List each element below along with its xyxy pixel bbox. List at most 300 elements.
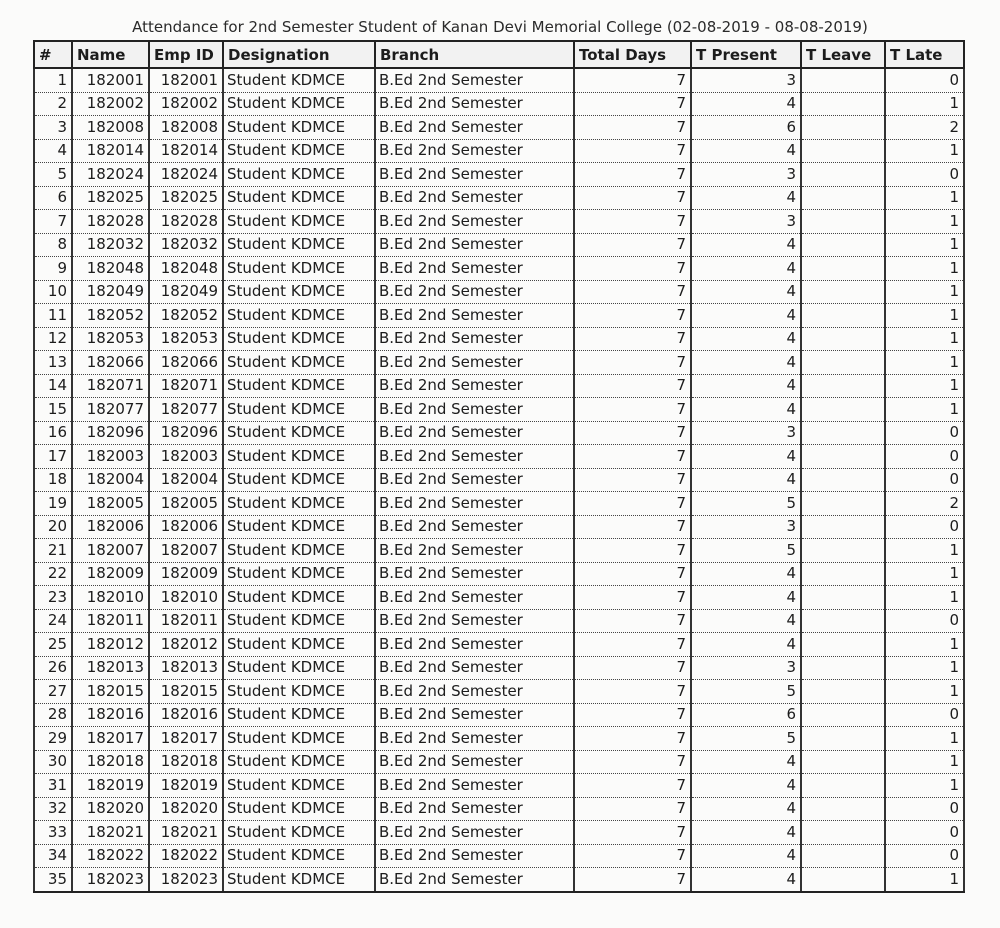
cell-branch: B.Ed 2nd Semester <box>375 797 574 821</box>
cell-designation: Student KDMCE <box>223 609 375 633</box>
cell-emp-id: 182023 <box>149 868 223 892</box>
table-row <box>34 68 964 92</box>
cell-total-days: 7 <box>574 609 691 633</box>
table-row <box>34 468 964 492</box>
cell-t-present: 4 <box>691 327 801 351</box>
cell-t-present: 4 <box>691 186 801 210</box>
cell-t-leave <box>801 821 885 845</box>
cell-emp-id: 182052 <box>149 304 223 328</box>
cell-t-present: 5 <box>691 680 801 704</box>
cell-branch: B.Ed 2nd Semester <box>375 609 574 633</box>
cell-name: 182023 <box>72 868 149 892</box>
cell-index: 5 <box>34 163 72 187</box>
cell-designation: Student KDMCE <box>223 750 375 774</box>
cell-designation: Student KDMCE <box>223 210 375 234</box>
cell-branch: B.Ed 2nd Semester <box>375 562 574 586</box>
table-row <box>34 656 964 680</box>
cell-index: 27 <box>34 680 72 704</box>
cell-emp-id: 182071 <box>149 374 223 398</box>
cell-name: 182025 <box>72 186 149 210</box>
cell-t-leave <box>801 727 885 751</box>
cell-t-present: 4 <box>691 797 801 821</box>
cell-emp-id: 182020 <box>149 797 223 821</box>
table-row <box>34 421 964 445</box>
cell-name: 182024 <box>72 163 149 187</box>
cell-total-days: 7 <box>574 492 691 516</box>
cell-index: 12 <box>34 327 72 351</box>
cell-index: 3 <box>34 116 72 140</box>
cell-t-late: 1 <box>885 539 964 563</box>
cell-total-days: 7 <box>574 257 691 281</box>
cell-branch: B.Ed 2nd Semester <box>375 68 574 92</box>
header-name: Name <box>72 41 149 68</box>
cell-emp-id: 182032 <box>149 233 223 257</box>
cell-t-late: 1 <box>885 727 964 751</box>
cell-designation: Student KDMCE <box>223 868 375 892</box>
cell-emp-id: 182048 <box>149 257 223 281</box>
cell-designation: Student KDMCE <box>223 445 375 469</box>
cell-index: 32 <box>34 797 72 821</box>
cell-branch: B.Ed 2nd Semester <box>375 515 574 539</box>
table-row <box>34 163 964 187</box>
cell-index: 10 <box>34 280 72 304</box>
cell-name: 182004 <box>72 468 149 492</box>
table-row <box>34 680 964 704</box>
cell-t-leave <box>801 609 885 633</box>
cell-branch: B.Ed 2nd Semester <box>375 445 574 469</box>
cell-emp-id: 182049 <box>149 280 223 304</box>
cell-index: 28 <box>34 703 72 727</box>
cell-emp-id: 182008 <box>149 116 223 140</box>
cell-t-present: 4 <box>691 586 801 610</box>
cell-designation: Student KDMCE <box>223 656 375 680</box>
cell-index: 25 <box>34 633 72 657</box>
cell-t-leave <box>801 774 885 798</box>
cell-designation: Student KDMCE <box>223 92 375 116</box>
cell-t-present: 6 <box>691 703 801 727</box>
cell-t-present: 4 <box>691 92 801 116</box>
cell-designation: Student KDMCE <box>223 821 375 845</box>
cell-branch: B.Ed 2nd Semester <box>375 703 574 727</box>
table-row <box>34 233 964 257</box>
cell-branch: B.Ed 2nd Semester <box>375 750 574 774</box>
cell-index: 26 <box>34 656 72 680</box>
cell-name: 182066 <box>72 351 149 375</box>
cell-index: 30 <box>34 750 72 774</box>
cell-total-days: 7 <box>574 116 691 140</box>
cell-t-present: 3 <box>691 515 801 539</box>
cell-emp-id: 182021 <box>149 821 223 845</box>
cell-total-days: 7 <box>574 797 691 821</box>
cell-total-days: 7 <box>574 280 691 304</box>
cell-designation: Student KDMCE <box>223 233 375 257</box>
cell-t-late: 1 <box>885 868 964 892</box>
cell-branch: B.Ed 2nd Semester <box>375 351 574 375</box>
cell-t-present: 4 <box>691 374 801 398</box>
cell-t-leave <box>801 163 885 187</box>
cell-total-days: 7 <box>574 750 691 774</box>
cell-name: 182005 <box>72 492 149 516</box>
cell-name: 182096 <box>72 421 149 445</box>
cell-total-days: 7 <box>574 304 691 328</box>
header-total-days: Total Days <box>574 41 691 68</box>
cell-name: 182077 <box>72 398 149 422</box>
cell-t-late: 0 <box>885 68 964 92</box>
cell-index: 16 <box>34 421 72 445</box>
cell-t-leave <box>801 68 885 92</box>
cell-name: 182001 <box>72 68 149 92</box>
table-row <box>34 210 964 234</box>
cell-t-present: 3 <box>691 210 801 234</box>
cell-t-present: 4 <box>691 821 801 845</box>
cell-t-leave <box>801 797 885 821</box>
cell-total-days: 7 <box>574 351 691 375</box>
cell-emp-id: 182001 <box>149 68 223 92</box>
cell-total-days: 7 <box>574 210 691 234</box>
cell-index: 11 <box>34 304 72 328</box>
cell-t-present: 4 <box>691 609 801 633</box>
cell-designation: Student KDMCE <box>223 633 375 657</box>
cell-designation: Student KDMCE <box>223 586 375 610</box>
cell-index: 2 <box>34 92 72 116</box>
table-row <box>34 750 964 774</box>
table-row <box>34 774 964 798</box>
cell-t-present: 4 <box>691 351 801 375</box>
cell-index: 9 <box>34 257 72 281</box>
cell-t-leave <box>801 633 885 657</box>
cell-branch: B.Ed 2nd Semester <box>375 868 574 892</box>
cell-t-leave <box>801 656 885 680</box>
cell-index: 34 <box>34 844 72 868</box>
table-row <box>34 116 964 140</box>
cell-t-late: 1 <box>885 280 964 304</box>
cell-name: 182016 <box>72 703 149 727</box>
cell-index: 18 <box>34 468 72 492</box>
cell-emp-id: 182006 <box>149 515 223 539</box>
table-row <box>34 304 964 328</box>
cell-index: 15 <box>34 398 72 422</box>
header-branch: Branch <box>375 41 574 68</box>
cell-total-days: 7 <box>574 656 691 680</box>
cell-t-leave <box>801 139 885 163</box>
cell-total-days: 7 <box>574 774 691 798</box>
cell-t-leave <box>801 750 885 774</box>
table-row <box>34 821 964 845</box>
cell-index: 22 <box>34 562 72 586</box>
cell-total-days: 7 <box>574 844 691 868</box>
cell-name: 182053 <box>72 327 149 351</box>
cell-emp-id: 182014 <box>149 139 223 163</box>
cell-name: 182012 <box>72 633 149 657</box>
cell-t-leave <box>801 703 885 727</box>
cell-branch: B.Ed 2nd Semester <box>375 680 574 704</box>
cell-emp-id: 182015 <box>149 680 223 704</box>
cell-t-leave <box>801 515 885 539</box>
table-row <box>34 351 964 375</box>
cell-t-leave <box>801 257 885 281</box>
table-row <box>34 727 964 751</box>
cell-total-days: 7 <box>574 468 691 492</box>
cell-name: 182071 <box>72 374 149 398</box>
cell-branch: B.Ed 2nd Semester <box>375 492 574 516</box>
cell-emp-id: 182018 <box>149 750 223 774</box>
cell-emp-id: 182005 <box>149 492 223 516</box>
cell-designation: Student KDMCE <box>223 374 375 398</box>
cell-designation: Student KDMCE <box>223 68 375 92</box>
table-row <box>34 492 964 516</box>
cell-name: 182006 <box>72 515 149 539</box>
cell-index: 24 <box>34 609 72 633</box>
cell-total-days: 7 <box>574 562 691 586</box>
cell-t-leave <box>801 539 885 563</box>
cell-total-days: 7 <box>574 92 691 116</box>
cell-t-late: 1 <box>885 186 964 210</box>
cell-t-late: 1 <box>885 210 964 234</box>
cell-t-late: 2 <box>885 116 964 140</box>
cell-t-late: 0 <box>885 609 964 633</box>
attendance-table <box>33 40 965 893</box>
table-row <box>34 868 964 892</box>
cell-name: 182048 <box>72 257 149 281</box>
cell-designation: Student KDMCE <box>223 351 375 375</box>
cell-t-leave <box>801 844 885 868</box>
cell-t-leave <box>801 304 885 328</box>
cell-index: 29 <box>34 727 72 751</box>
table-row <box>34 280 964 304</box>
cell-emp-id: 182013 <box>149 656 223 680</box>
cell-branch: B.Ed 2nd Semester <box>375 163 574 187</box>
cell-emp-id: 182025 <box>149 186 223 210</box>
cell-designation: Student KDMCE <box>223 304 375 328</box>
cell-t-late: 1 <box>885 233 964 257</box>
header-t-leave: T Leave <box>801 41 885 68</box>
cell-emp-id: 182004 <box>149 468 223 492</box>
cell-t-leave <box>801 280 885 304</box>
header-t-present: T Present <box>691 41 801 68</box>
cell-index: 35 <box>34 868 72 892</box>
table-row <box>34 539 964 563</box>
table-row <box>34 445 964 469</box>
cell-name: 182032 <box>72 233 149 257</box>
cell-name: 182052 <box>72 304 149 328</box>
cell-designation: Student KDMCE <box>223 539 375 563</box>
cell-index: 17 <box>34 445 72 469</box>
header-row <box>34 41 964 68</box>
cell-name: 182008 <box>72 116 149 140</box>
cell-designation: Student KDMCE <box>223 562 375 586</box>
cell-t-late: 1 <box>885 304 964 328</box>
cell-t-leave <box>801 445 885 469</box>
cell-emp-id: 182012 <box>149 633 223 657</box>
cell-name: 182019 <box>72 774 149 798</box>
cell-emp-id: 182003 <box>149 445 223 469</box>
header-emp-id: Emp ID <box>149 41 223 68</box>
cell-total-days: 7 <box>574 868 691 892</box>
cell-t-present: 4 <box>691 750 801 774</box>
cell-designation: Student KDMCE <box>223 398 375 422</box>
cell-branch: B.Ed 2nd Semester <box>375 327 574 351</box>
cell-designation: Student KDMCE <box>223 844 375 868</box>
cell-branch: B.Ed 2nd Semester <box>375 468 574 492</box>
cell-t-late: 1 <box>885 351 964 375</box>
cell-branch: B.Ed 2nd Semester <box>375 304 574 328</box>
cell-name: 182021 <box>72 821 149 845</box>
cell-t-leave <box>801 327 885 351</box>
cell-t-late: 0 <box>885 821 964 845</box>
cell-emp-id: 182077 <box>149 398 223 422</box>
cell-designation: Student KDMCE <box>223 280 375 304</box>
cell-total-days: 7 <box>574 821 691 845</box>
cell-index: 6 <box>34 186 72 210</box>
cell-t-leave <box>801 421 885 445</box>
cell-t-present: 4 <box>691 233 801 257</box>
cell-emp-id: 182066 <box>149 351 223 375</box>
cell-t-late: 0 <box>885 163 964 187</box>
cell-t-late: 1 <box>885 586 964 610</box>
cell-designation: Student KDMCE <box>223 680 375 704</box>
cell-t-late: 0 <box>885 445 964 469</box>
cell-name: 182017 <box>72 727 149 751</box>
cell-index: 19 <box>34 492 72 516</box>
cell-branch: B.Ed 2nd Semester <box>375 116 574 140</box>
cell-branch: B.Ed 2nd Semester <box>375 186 574 210</box>
cell-branch: B.Ed 2nd Semester <box>375 821 574 845</box>
cell-t-leave <box>801 586 885 610</box>
cell-designation: Student KDMCE <box>223 492 375 516</box>
table-row <box>34 257 964 281</box>
cell-total-days: 7 <box>574 398 691 422</box>
cell-emp-id: 182007 <box>149 539 223 563</box>
table-row <box>34 844 964 868</box>
header-t-late: T Late <box>885 41 964 68</box>
table-row <box>34 703 964 727</box>
cell-t-late: 0 <box>885 844 964 868</box>
cell-total-days: 7 <box>574 374 691 398</box>
cell-t-present: 6 <box>691 116 801 140</box>
cell-branch: B.Ed 2nd Semester <box>375 398 574 422</box>
cell-t-late: 1 <box>885 656 964 680</box>
cell-total-days: 7 <box>574 139 691 163</box>
table-row <box>34 797 964 821</box>
cell-t-late: 1 <box>885 750 964 774</box>
cell-t-late: 1 <box>885 633 964 657</box>
cell-total-days: 7 <box>574 515 691 539</box>
cell-emp-id: 182009 <box>149 562 223 586</box>
cell-designation: Student KDMCE <box>223 703 375 727</box>
cell-index: 4 <box>34 139 72 163</box>
cell-t-present: 3 <box>691 163 801 187</box>
table-row <box>34 374 964 398</box>
cell-designation: Student KDMCE <box>223 116 375 140</box>
cell-t-late: 1 <box>885 774 964 798</box>
cell-branch: B.Ed 2nd Semester <box>375 257 574 281</box>
cell-t-late: 1 <box>885 327 964 351</box>
cell-branch: B.Ed 2nd Semester <box>375 586 574 610</box>
header-index: # <box>34 41 72 68</box>
cell-designation: Student KDMCE <box>223 774 375 798</box>
table-row <box>34 139 964 163</box>
cell-t-late: 1 <box>885 139 964 163</box>
cell-index: 1 <box>34 68 72 92</box>
cell-total-days: 7 <box>574 445 691 469</box>
cell-total-days: 7 <box>574 703 691 727</box>
cell-branch: B.Ed 2nd Semester <box>375 421 574 445</box>
cell-t-late: 1 <box>885 374 964 398</box>
cell-t-present: 4 <box>691 844 801 868</box>
cell-t-present: 5 <box>691 492 801 516</box>
cell-index: 8 <box>34 233 72 257</box>
document-title: Attendance for 2nd Semester Student of Kanan Devi Memorial College (02-08-2019 - 08-08-2019) <box>132 18 868 36</box>
cell-index: 23 <box>34 586 72 610</box>
table-body <box>34 68 964 892</box>
cell-index: 33 <box>34 821 72 845</box>
cell-t-present: 3 <box>691 68 801 92</box>
table-row <box>34 586 964 610</box>
cell-t-late: 1 <box>885 680 964 704</box>
cell-emp-id: 182024 <box>149 163 223 187</box>
cell-branch: B.Ed 2nd Semester <box>375 539 574 563</box>
cell-emp-id: 182028 <box>149 210 223 234</box>
cell-t-present: 4 <box>691 774 801 798</box>
cell-total-days: 7 <box>574 233 691 257</box>
cell-designation: Student KDMCE <box>223 468 375 492</box>
cell-emp-id: 182053 <box>149 327 223 351</box>
cell-branch: B.Ed 2nd Semester <box>375 844 574 868</box>
cell-emp-id: 182010 <box>149 586 223 610</box>
cell-t-leave <box>801 492 885 516</box>
cell-name: 182013 <box>72 656 149 680</box>
cell-index: 7 <box>34 210 72 234</box>
cell-t-leave <box>801 186 885 210</box>
cell-total-days: 7 <box>574 539 691 563</box>
cell-t-late: 2 <box>885 492 964 516</box>
cell-total-days: 7 <box>574 633 691 657</box>
cell-t-late: 0 <box>885 468 964 492</box>
cell-designation: Student KDMCE <box>223 186 375 210</box>
cell-designation: Student KDMCE <box>223 727 375 751</box>
cell-t-present: 4 <box>691 280 801 304</box>
cell-branch: B.Ed 2nd Semester <box>375 139 574 163</box>
cell-branch: B.Ed 2nd Semester <box>375 727 574 751</box>
cell-total-days: 7 <box>574 163 691 187</box>
cell-t-present: 3 <box>691 421 801 445</box>
cell-total-days: 7 <box>574 186 691 210</box>
table-row <box>34 92 964 116</box>
cell-name: 182022 <box>72 844 149 868</box>
cell-name: 182018 <box>72 750 149 774</box>
cell-t-late: 0 <box>885 515 964 539</box>
cell-t-leave <box>801 374 885 398</box>
cell-t-late: 0 <box>885 703 964 727</box>
cell-t-late: 1 <box>885 398 964 422</box>
cell-t-present: 4 <box>691 868 801 892</box>
cell-total-days: 7 <box>574 421 691 445</box>
cell-t-late: 0 <box>885 797 964 821</box>
cell-t-late: 1 <box>885 92 964 116</box>
cell-t-leave <box>801 351 885 375</box>
cell-t-leave <box>801 92 885 116</box>
cell-designation: Student KDMCE <box>223 257 375 281</box>
cell-t-leave <box>801 468 885 492</box>
cell-t-present: 4 <box>691 445 801 469</box>
cell-branch: B.Ed 2nd Semester <box>375 92 574 116</box>
cell-total-days: 7 <box>574 68 691 92</box>
cell-branch: B.Ed 2nd Semester <box>375 774 574 798</box>
cell-name: 182011 <box>72 609 149 633</box>
cell-name: 182009 <box>72 562 149 586</box>
cell-t-leave <box>801 116 885 140</box>
cell-t-leave <box>801 398 885 422</box>
